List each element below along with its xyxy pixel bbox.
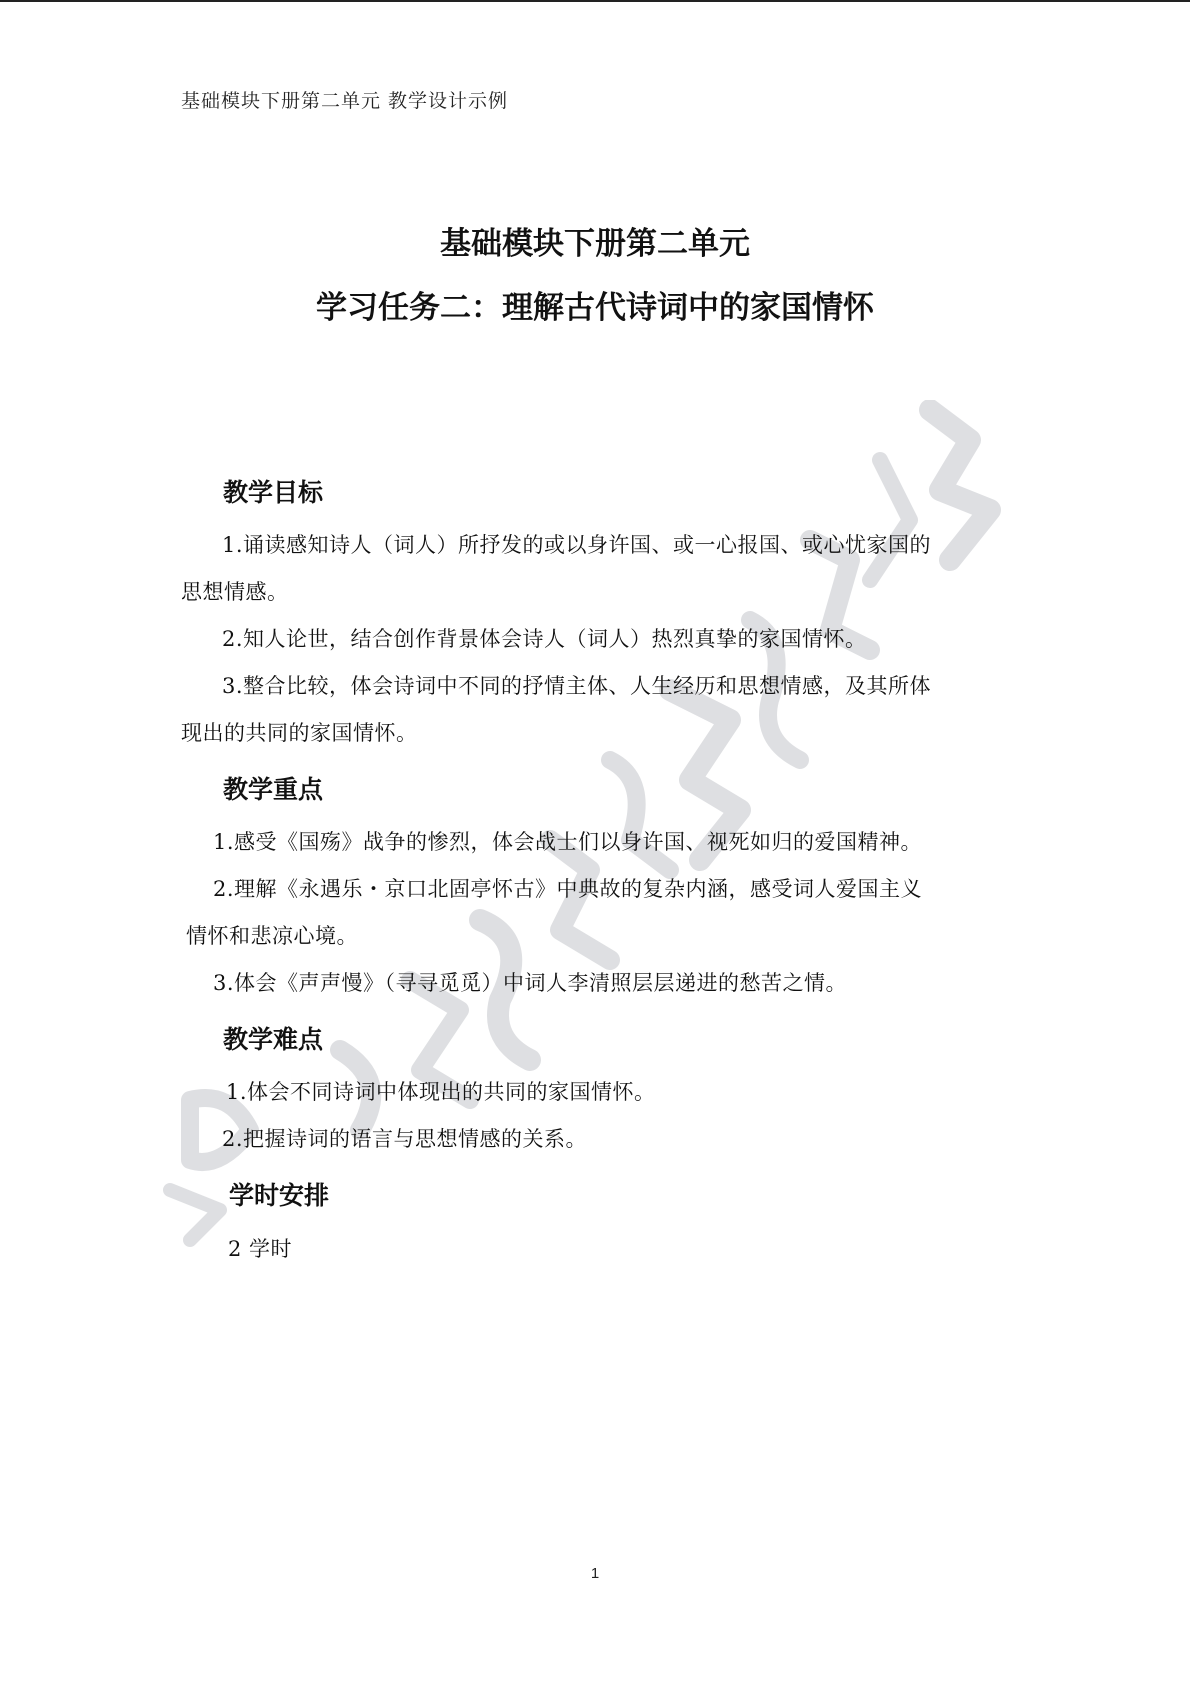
document-title-line2: 学习任务二：理解古代诗词中的家国情怀 — [316, 290, 874, 326]
document-title-line1: 基础模块下册第二单元 — [440, 226, 750, 262]
goal-line: 现出的共同的家国情怀。 — [181, 721, 418, 745]
section-heading-schedule: 学时安排 — [229, 1181, 330, 1210]
top-border-rule — [0, 0, 1190, 2]
difficulty-line: 1.体会不同诗词中体现出的共同的家国情怀。 — [226, 1080, 656, 1104]
key-point-line: 3.体会《声声慢》（寻寻觅觅）中词人李清照层层递进的愁苦之情。 — [213, 971, 848, 995]
running-header: 基础模块下册第二单元 教学设计示例 — [181, 90, 509, 112]
goal-line: 思想情感。 — [181, 580, 289, 604]
section-heading-key-points: 教学重点 — [223, 775, 324, 804]
section-heading-difficulties: 教学难点 — [223, 1025, 324, 1054]
schedule-text: 2 学时 — [228, 1237, 293, 1261]
key-point-line: 情怀和悲凉心境。 — [186, 924, 358, 948]
key-point-line: 1.感受《国殇》战争的惨烈，体会战士们以身许国、视死如归的爱国精神。 — [213, 830, 923, 854]
difficulty-line: 2.把握诗词的语言与思想情感的关系。 — [222, 1127, 588, 1151]
goal-line: 2.知人论世，结合创作背景体会诗人（词人）热烈真挚的家国情怀。 — [222, 627, 867, 651]
section-heading-goals: 教学目标 — [223, 478, 324, 507]
page-number: 1 — [590, 1565, 600, 1582]
goal-line: 3.整合比较，体会诗词中不同的抒情主体、人生经历和思想情感，及其所体 — [222, 674, 932, 698]
goal-line: 1.诵读感知诗人（词人）所抒发的或以身许国、或一心报国、或心忧家国的 — [222, 533, 932, 557]
key-point-line: 2.理解《永遇乐・京口北固亭怀古》中典故的复杂内涵，感受词人爱国主义 — [213, 877, 923, 901]
